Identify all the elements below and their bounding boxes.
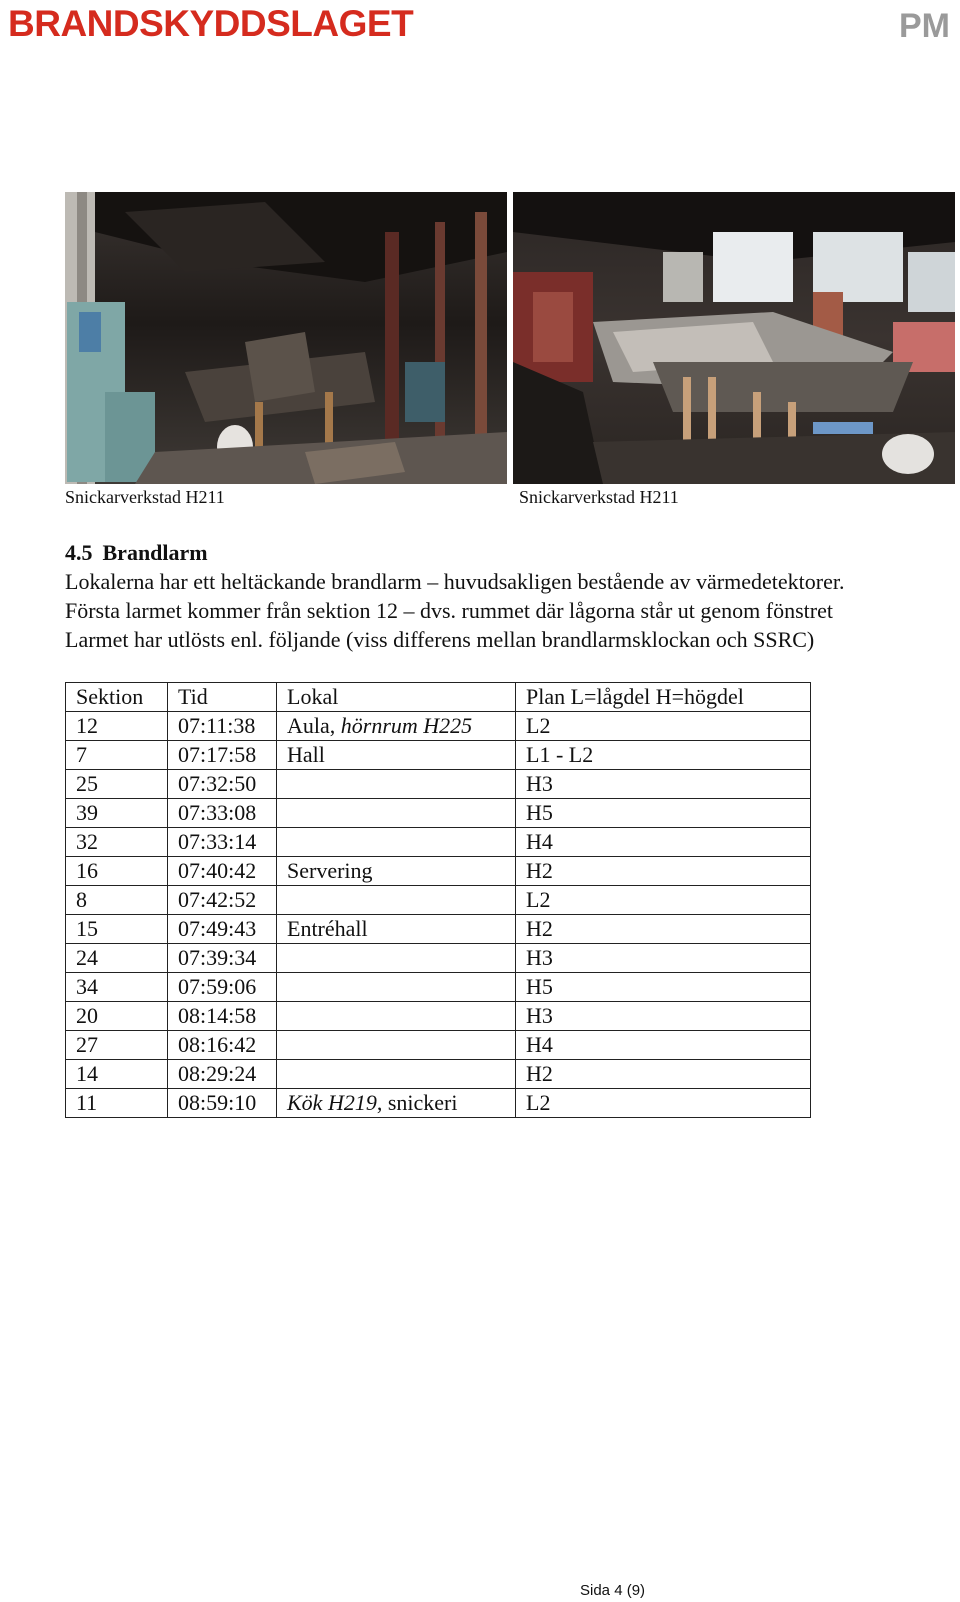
cell-plan: L2 <box>516 1089 811 1118</box>
column-header-sektion: Sektion <box>66 683 168 712</box>
cell-lokal <box>277 915 516 944</box>
fire-alarm-table <box>65 682 811 1118</box>
table-row <box>66 799 811 828</box>
column-header-tid: Tid <box>168 683 277 712</box>
cell-tid: 07:33:14 <box>168 828 277 857</box>
cell-lokal <box>277 1089 516 1118</box>
cell-tid: 07:11:38 <box>168 712 277 741</box>
cell-sektion: 39 <box>66 799 168 828</box>
table-row <box>66 712 811 741</box>
table-body <box>66 712 811 1118</box>
table-row <box>66 973 811 1002</box>
cell-tid: 07:59:06 <box>168 973 277 1002</box>
cell-lokal <box>277 857 516 886</box>
cell-lokal <box>277 1031 516 1060</box>
column-header-plan: Plan L=lågdel H=högdel <box>516 683 811 712</box>
cell-sektion: 25 <box>66 770 168 799</box>
section-paragraph-line: Första larmet kommer från sektion 12 – dvs. rummet där lågorna står ut genom fönstret <box>65 598 833 623</box>
cell-plan: L1 - L2 <box>516 741 811 770</box>
cell-lokal <box>277 741 516 770</box>
photo-caption-right: Snickarverkstad H211 <box>519 487 679 507</box>
page-number: Sida 4 (9) <box>580 1582 646 1599</box>
column-header-lokal: Lokal <box>277 683 516 712</box>
cell-plan: H5 <box>516 973 811 1002</box>
table-row <box>66 770 811 799</box>
cell-tid: 08:16:42 <box>168 1031 277 1060</box>
cell-plan: L2 <box>516 886 811 915</box>
lokal-room-code: hörnrum H225 <box>340 713 473 738</box>
table-row <box>66 944 811 973</box>
brand-logo: BRANDSKYDDSLAGET <box>8 3 414 44</box>
cell-plan: H2 <box>516 857 811 886</box>
cell-plan: H3 <box>516 770 811 799</box>
cell-tid: 07:39:34 <box>168 944 277 973</box>
cell-plan: H4 <box>516 828 811 857</box>
cell-lokal <box>277 828 516 857</box>
cell-plan: H5 <box>516 799 811 828</box>
cell-sektion: 34 <box>66 973 168 1002</box>
lokal-text: Entréhall <box>287 916 368 941</box>
cell-lokal <box>277 886 516 915</box>
section-heading <box>65 538 935 567</box>
table-row <box>66 857 811 886</box>
cell-tid: 08:14:58 <box>168 1002 277 1031</box>
table-row <box>66 1060 811 1089</box>
document-type-label: PM <box>899 7 950 45</box>
cell-tid: 08:29:24 <box>168 1060 277 1089</box>
lokal-text: Servering <box>287 858 373 883</box>
cell-sektion: 7 <box>66 741 168 770</box>
cell-tid: 08:59:10 <box>168 1089 277 1118</box>
section-brandlarm <box>65 538 935 654</box>
cell-plan: H2 <box>516 1060 811 1089</box>
cell-sektion: 27 <box>66 1031 168 1060</box>
table-row <box>66 1031 811 1060</box>
section-paragraph-line: Lokalerna har ett heltäckande brandlarm – huvudsakligen bestående av värmedetektorer. <box>65 569 845 594</box>
table-row <box>66 915 811 944</box>
photo-workshop-right <box>513 192 955 484</box>
cell-tid: 07:17:58 <box>168 741 277 770</box>
cell-sektion: 16 <box>66 857 168 886</box>
cell-sektion: 11 <box>66 1089 168 1118</box>
photo-workshop-left <box>65 192 507 484</box>
table-row <box>66 886 811 915</box>
cell-lokal <box>277 1002 516 1031</box>
cell-lokal <box>277 973 516 1002</box>
photo-caption-left: Snickarverkstad H211 <box>65 487 225 507</box>
cell-tid: 07:32:50 <box>168 770 277 799</box>
cell-sektion: 14 <box>66 1060 168 1089</box>
section-title: Brandlarm <box>102 540 208 565</box>
cell-lokal <box>277 712 516 741</box>
cell-lokal <box>277 1060 516 1089</box>
cell-lokal <box>277 770 516 799</box>
lokal-text-after: , snickeri <box>376 1090 458 1115</box>
cell-plan: H4 <box>516 1031 811 1060</box>
cell-sektion: 15 <box>66 915 168 944</box>
cell-tid: 07:49:43 <box>168 915 277 944</box>
lokal-room-code: Kök H219 <box>287 1090 377 1115</box>
table-row <box>66 741 811 770</box>
cell-plan: H2 <box>516 915 811 944</box>
cell-sektion: 24 <box>66 944 168 973</box>
cell-tid: 07:40:42 <box>168 857 277 886</box>
cell-lokal <box>277 944 516 973</box>
cell-tid: 07:33:08 <box>168 799 277 828</box>
cell-tid: 07:42:52 <box>168 886 277 915</box>
cell-lokal <box>277 799 516 828</box>
section-number: 4.5 <box>65 540 93 565</box>
section-paragraph-line: Larmet har utlösts enl. följande (viss differens mellan brandlarmsklockan och SSRC) <box>65 627 815 652</box>
cell-plan: H3 <box>516 944 811 973</box>
cell-plan: H3 <box>516 1002 811 1031</box>
table-row <box>66 828 811 857</box>
lokal-text: Hall <box>287 742 325 767</box>
cell-plan: L2 <box>516 712 811 741</box>
table-row <box>66 1002 811 1031</box>
cell-sektion: 12 <box>66 712 168 741</box>
cell-sektion: 8 <box>66 886 168 915</box>
cell-sektion: 32 <box>66 828 168 857</box>
lokal-text: Aula, <box>287 713 341 738</box>
cell-sektion: 20 <box>66 1002 168 1031</box>
table-header-row <box>66 683 811 712</box>
table-row <box>66 1089 811 1118</box>
